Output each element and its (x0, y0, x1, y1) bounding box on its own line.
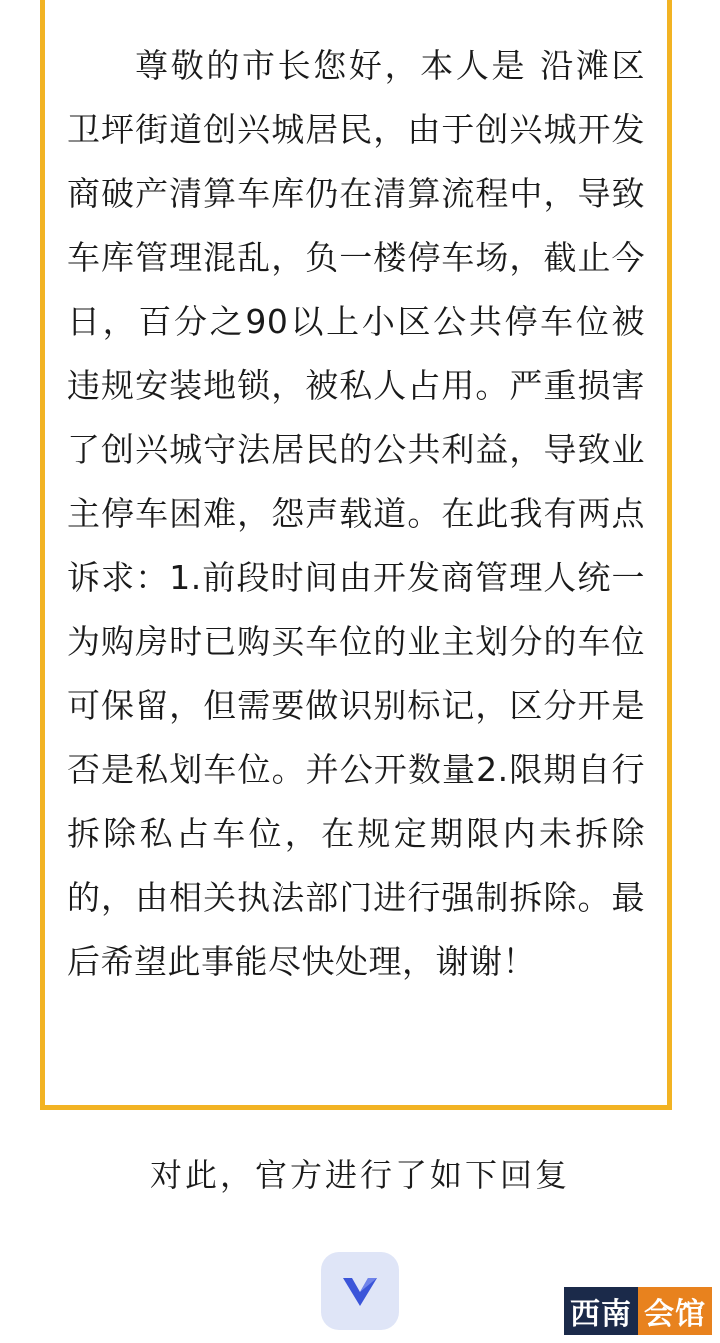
official-reply-notice: 对此，官方进行了如下回复 (149, 1156, 570, 1194)
letter-card (40, 0, 672, 1110)
watermark-part2: 会馆 (638, 1287, 712, 1335)
v-check-logo-icon (321, 1252, 399, 1330)
watermark (564, 1287, 712, 1335)
watermark-part1: 西南 (564, 1287, 638, 1335)
letter-text: 尊敬的市长您好，本人是 沿滩区卫坪街道创兴城居民，由于创兴城开发商破产清算车库仍在清算流程中，导致车库管理混乱，负一楼停车场，截止今日，百分之90以上小区公共停车位被违规安装地锁，被私人占用。严重损害了创兴城守法居民的公共利益，导致业主停车困难，怨声载道。在此我有两点诉求：1.前段时间由开发商管理人统一为购房时已购买车位的业主划分的车位可保留，但需要做识别标记，区分开是否是私划车位。并公开数量2.限期自行拆除私占车位，在规定期限内未拆除的，由相关执法部门进行强制拆除。最后希望此事能尽快处理，谢谢！ (67, 46, 645, 981)
letter-paragraph (67, 34, 645, 994)
